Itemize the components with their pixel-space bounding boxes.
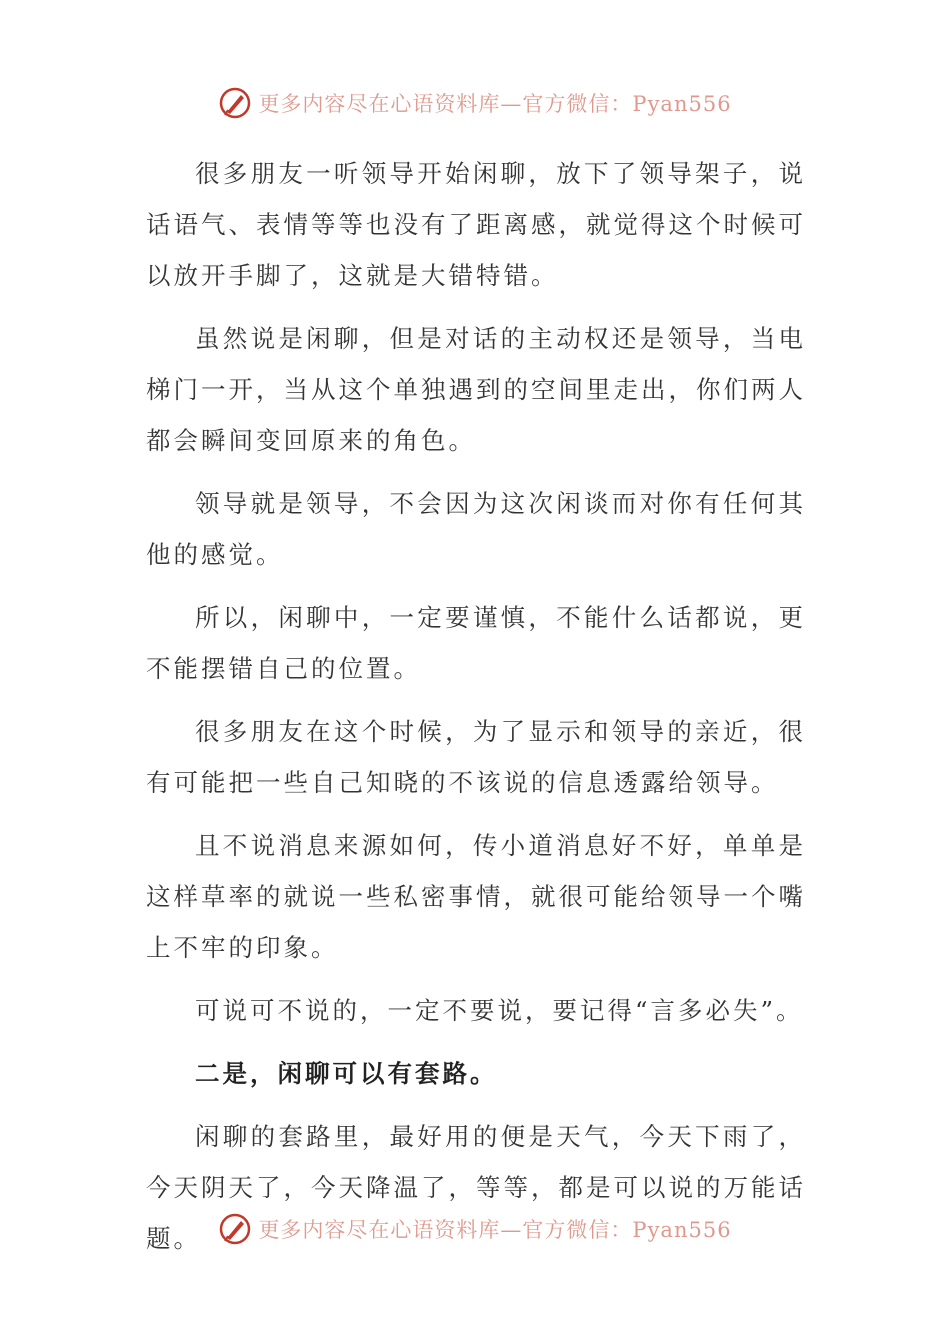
header-watermark-text: 更多内容尽在心语资料库—官方微信：Pyan556 (258, 92, 732, 116)
paragraph: 可说可不说的，一定不要说，要记得“言多必失”。 (195, 996, 804, 1025)
paragraph: 领导就是领导，不会因为这次闲谈而对你有任何其他的感觉。 (146, 489, 806, 569)
footer-watermark-text: 更多内容尽在心语资料库—官方微信：Pyan556 (258, 1218, 732, 1242)
section-heading: 二是，闲聊可以有套路。 (195, 1059, 498, 1088)
paragraph: 很多朋友一听领导开始闲聊，放下了领导架子，说话语气、表情等等也没有了距离感，就觉得这个时候可以放开手脚了，这就是大错特错。 (146, 159, 806, 290)
quill-pen-logo-icon (218, 86, 252, 120)
paragraph: 很多朋友在这个时候，为了显示和领导的亲近，很有可能把一些自己知晓的不该说的信息透露给领导。 (146, 717, 806, 797)
paragraph: 闲聊的套路里，最好用的便是天气，今天下雨了，今天阴天了，今天降温了，等等，都是可以说的万能话题。 (146, 1122, 806, 1253)
quill-pen-logo-icon (218, 1212, 252, 1246)
article-body (146, 148, 806, 1276)
paragraph: 所以，闲聊中，一定要谨慎，不能什么话都说，更不能摆错自己的位置。 (146, 603, 806, 683)
footer-watermark-banner (0, 1212, 950, 1246)
paragraph: 且不说消息来源如何，传小道消息好不好，单单是这样草率的就说一些私密事情，就很可能给领导一个嘴上不牢的印象。 (146, 831, 806, 962)
header-watermark-banner (0, 86, 950, 120)
paragraph: 虽然说是闲聊，但是对话的主动权还是领导，当电梯门一开，当从这个单独遇到的空间里走出，你们两人都会瞬间变回原来的角色。 (146, 324, 806, 455)
